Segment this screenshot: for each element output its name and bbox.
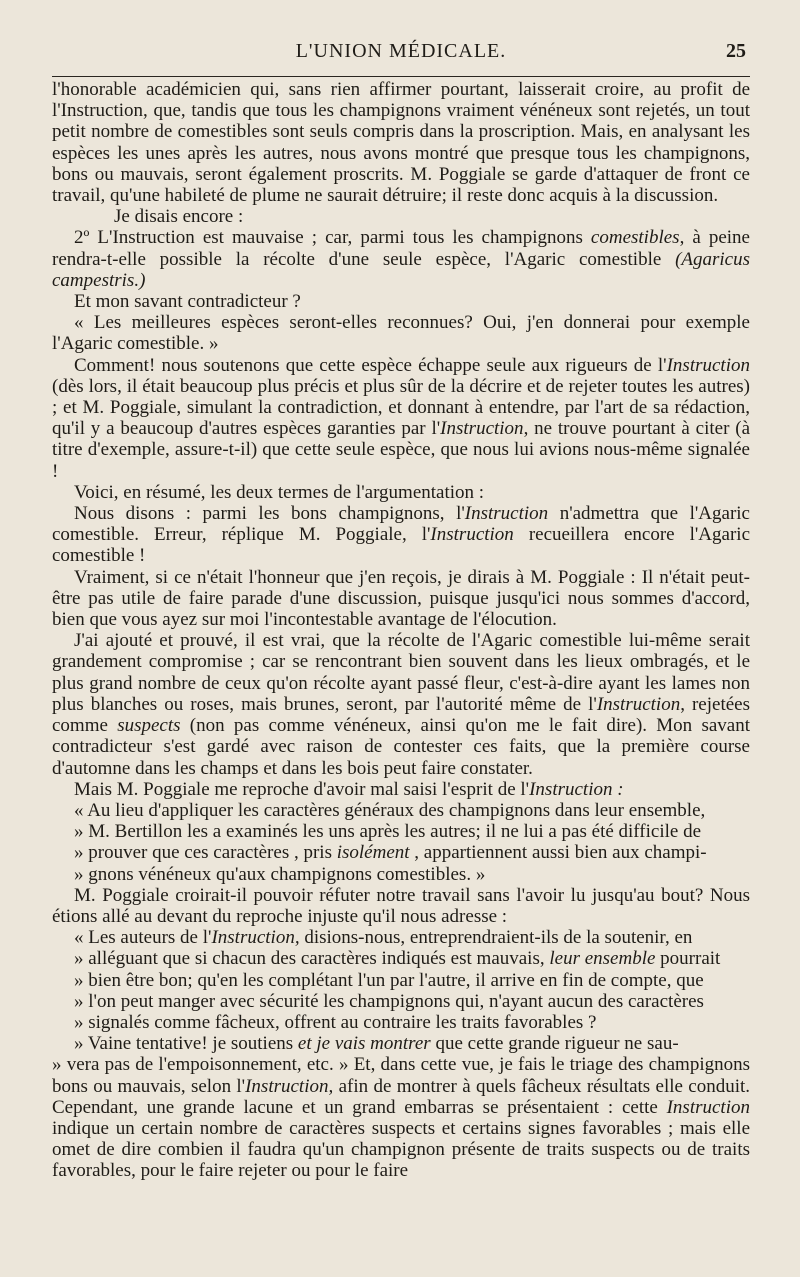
paragraph-4: Et mon savant contradicteur ? [74,291,301,313]
quote-line-3 [52,842,750,863]
text-run: » Vaine tentative! je soutiens [74,1033,298,1055]
body-text [52,79,750,1182]
text-run: disions-nous, entreprendraient-ils de la soutenir, en [299,927,693,949]
emphasis: Instruction [666,1096,750,1118]
text-run: indique un certain nombre de caractères suspects et certains signes favorables ; mais elle omet de dire combien il faudra qu'un champignon présente de traits suspects ou de traits favorables, pour le faire rejeter ou pour le faire [52,1117,750,1182]
paragraph-12: M. Poggiale croirait-il pouvoir réfuter notre travail sans l'avoir lu jusqu'au bout? Nous étions allé au devant du reproche injuste qu'il nous adresse : [52,884,750,927]
emphasis: comestibles [590,227,680,249]
text-run: « Les auteurs de l' [74,927,212,949]
text-run: , ne trouve pourtant à citer (à titre d'exemple, assure-t-il) que cette seule espèce, que nous lui avions nous-même signalée ! [52,418,750,482]
emphasis: Instruction [596,693,681,715]
quote-line-7: » bien être bon; qu'en les complétant l'un par l'autre, il arrive en fin de compte, que [74,969,704,991]
header-rule [52,76,750,77]
page-number: 25 [726,40,746,62]
emphasis: leur ensemble [549,948,656,970]
text-run: Mais M. Poggiale me reproche d'avoir mal saisi l'esprit de l' [74,778,530,800]
text-run: , rejetées comme [52,693,750,737]
paragraph-7: Voici, en résumé, les deux termes de l'argumentation : [74,481,485,503]
emphasis: Instruction, [211,927,300,949]
emphasis: isolément [336,842,410,864]
text-run: Comment! nous soutenons que cette espèce échappe seule aux rigueurs de l' [74,354,667,376]
emphasis: Instruction [430,524,514,546]
emphasis: et je vais montrer [297,1033,431,1055]
page-header [52,40,750,72]
quote-line-10 [52,1033,750,1054]
quote-line-6 [52,948,750,969]
text-run: 2º L'Instruction est mauvaise ; car, parmi tous les champignons [74,227,591,249]
paragraph-11 [52,779,750,800]
quote-line-5 [52,927,750,948]
emphasis: Instruction [440,418,524,440]
text-run: afin de montrer à quels fâcheux résultats elle conduit. Cependant, une grande lacune et un grand embarras se présentaient : cette [52,1075,751,1118]
text-run: recueillera encore l'Agaric comestible ! [52,524,750,567]
quote-line-8: » l'on peut manger avec sécurité les champignons qui, n'ayant aucun des caractères [74,990,704,1012]
running-title: L'UNION MÉDICALE. [295,40,507,62]
text-run: (non pas comme vénéneux, ainsi qu'on me le fait dire). Mon savant contradicteur s'est gardé avec raison de contester ces faits, que la première course d'automne dans les champs et dans les bois peut faire constater. [52,715,750,779]
text-run: (dès lors, il était beaucoup plus précis et plus sûr de la décrire et de rejeter toutes les autres) ; et M. Poggiale, simulant la contradiction, et donnant à entendre, par l'art de sa rédaction, qu'il y a beaucoup d'autres espèces garanties par l' [52,375,750,440]
paragraph-8 [52,503,750,567]
text-run: pourrait [655,948,721,970]
paragraph-9: Vraiment, si ce n'était l'honneur que j'en reçois, je dirais à M. Poggiale : Il n'était peut-être pas utile de faire parade d'une discussion, puisque jusqu'ici nous sommes d'accord, bien que vous ayez sur moi l'incontestable avantage de l'élocution. [52,566,750,631]
text-run: que cette grande rigueur ne sau- [430,1033,679,1055]
text-run: , appartiennent aussi bien aux champi- [409,842,707,864]
paragraph-2: Je disais encore : [114,206,244,228]
quote-line-1: « Au lieu d'appliquer les caractères généraux des champignons dans leur ensemble, [74,799,706,821]
text-run: » prouver que ces caractères , pris [74,842,337,864]
text-run: » alléguant que si chacun des caractères indiqués est mauvais, [74,948,550,970]
quote-line-4: » gnons vénéneux qu'aux champignons comestibles. » [74,863,486,885]
quote-line-2: » M. Bertillon les a examinés les uns après les autres; il ne lui a pas été difficile de [74,821,701,843]
emphasis: Instruction [464,503,549,525]
text-run: J'ai ajouté et prouvé, il est vrai, que la récolte de l'Agaric comestible lui-même serait grandement compromise ; car se rencontrant bien souvent dans les lieux ombragés, et le plus grand nombre de ceux qu'on récolte ayant passé fleur, c'est-à-dire ayant les lames non plus blanches ou roses, mais brunes, seront, par l'autorité même de l' [52,630,750,715]
paragraph-5: « Les meilleures espèces seront-elles reconnues? Oui, j'en donnerai pour exemple l'Agaric comestible. » [52,312,750,355]
emphasis: (Agaricus campestris.) [52,248,750,291]
paragraph-10 [52,630,750,778]
paragraph-3 [52,227,750,291]
emphasis: Instruction, [245,1075,334,1097]
text-run: Nous disons : parmi les bons champignons, l' [74,503,465,525]
quote-line-9: » signalés comme fâcheux, offrent au contraire les traits favorables ? [74,1011,597,1033]
emphasis: suspects [117,715,181,737]
emphasis: Instruction : [529,778,624,800]
emphasis: Instruction [666,354,750,376]
text-run: n'admettra que l'Agaric comestible. Erreur, réplique M. Poggiale, l' [52,503,750,546]
paragraph-6 [52,355,750,482]
text-run: » vera pas de l'empoisonnement, etc. » Et, dans cette vue, je fais le triage des champignons bons ou mauvais, selon l' [52,1054,750,1097]
paragraph-13 [52,1054,750,1181]
paragraph-1: l'honorable académicien qui, sans rien affirmer pourtant, laisserait croire, au profit de l'Instruction, que, tandis que tous les champignons vraiment vénéneux sont rejetés, un tout petit nombre de comestibles sont seuls compris dans la proscription. Mais, en analysant les espèces les unes après les autres, nous avons montré que presque tous les champignons, bons ou mauvais, seront également proscrits. M. Poggiale se garde d'attaquer de front ce travail, qu'une habileté de plume ne saurait détruire; il reste donc acquis à la discussion. [52,79,750,207]
text-run: , à peine rendra-t-elle possible la récolte d'une seule espèce, l'Agaric comestible [52,227,750,270]
